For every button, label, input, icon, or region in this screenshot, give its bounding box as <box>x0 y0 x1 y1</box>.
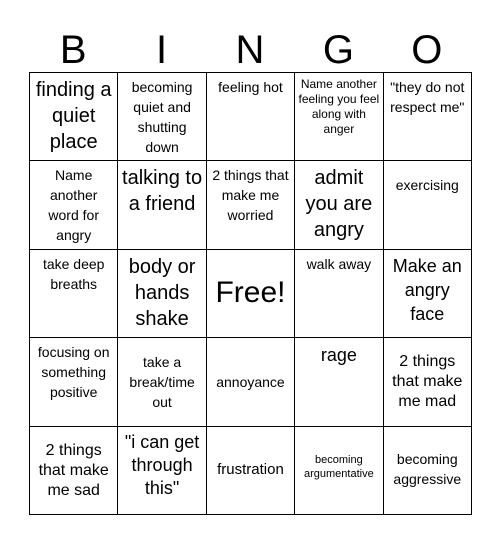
bingo-cell[interactable] <box>30 161 118 249</box>
cell-text: take deep breaths <box>42 255 105 292</box>
cell-text: feeling hot <box>218 79 283 95</box>
cell-text: becoming aggressive <box>393 450 462 487</box>
bingo-cell[interactable] <box>384 73 472 161</box>
cell-text: becoming argumentative <box>304 453 374 480</box>
bingo-cell[interactable] <box>30 250 118 338</box>
bingo-cell[interactable] <box>30 427 118 515</box>
bingo-cell[interactable] <box>118 427 206 515</box>
cell-text: 2 things that make me worried <box>212 167 289 224</box>
cell-text: annoyance <box>216 373 285 390</box>
header-letter-i: I <box>156 28 168 72</box>
cell-text: Name another feeling you feel along with anger <box>298 77 380 136</box>
header-letter-n: N <box>235 28 265 72</box>
bingo-cell[interactable] <box>118 161 206 249</box>
cell-text: rage <box>320 345 357 366</box>
cell-text: "they do not respect me" <box>390 79 465 115</box>
cell-text: body or hands shake <box>128 255 196 330</box>
cell-text: Make an angry face <box>392 255 462 324</box>
bingo-cell[interactable] <box>384 161 472 249</box>
bingo-cell[interactable] <box>295 73 383 161</box>
header-letter-o: O <box>411 28 443 72</box>
cell-text: 2 things that make me mad <box>392 353 463 411</box>
cell-text: admit you are angry <box>305 167 373 242</box>
bingo-cell[interactable] <box>295 250 383 338</box>
bingo-cell[interactable] <box>207 161 295 249</box>
cell-text: exercising <box>395 177 459 194</box>
cell-text: becoming quiet and shutting down <box>131 79 193 155</box>
cell-text: talking to a friend <box>122 167 203 216</box>
cell-text: walk away <box>306 255 372 272</box>
bingo-cell[interactable] <box>384 250 472 338</box>
bingo-cell[interactable] <box>384 338 472 426</box>
bingo-cell[interactable] <box>118 73 206 161</box>
bingo-cell-free[interactable] <box>207 250 295 338</box>
bingo-cell[interactable] <box>207 427 295 515</box>
bingo-cell[interactable] <box>207 338 295 426</box>
bingo-cell[interactable] <box>118 250 206 338</box>
bingo-cell[interactable] <box>295 161 383 249</box>
bingo-grid <box>29 72 472 515</box>
bingo-cell[interactable] <box>30 73 118 161</box>
header-letter-g: G <box>322 28 354 72</box>
cell-text: frustration <box>217 461 284 479</box>
cell-text: 2 things that make me sad <box>38 441 109 499</box>
cell-text: take a break/time out <box>129 354 195 411</box>
header-letter-b: B <box>59 28 87 72</box>
bingo-cell[interactable] <box>118 338 206 426</box>
cell-text: Name another word for angry <box>48 167 99 244</box>
free-space-text: Free! <box>215 276 286 310</box>
bingo-cell[interactable] <box>295 427 383 515</box>
bingo-cell[interactable] <box>207 73 295 161</box>
bingo-cell[interactable] <box>384 427 472 515</box>
cell-text: focusing on something positive <box>37 344 110 401</box>
cell-text: "i can get through this" <box>124 431 200 498</box>
bingo-header <box>29 28 471 72</box>
bingo-cell[interactable] <box>30 338 118 426</box>
cell-text: finding a quiet place <box>35 79 112 153</box>
bingo-cell[interactable] <box>295 338 383 426</box>
